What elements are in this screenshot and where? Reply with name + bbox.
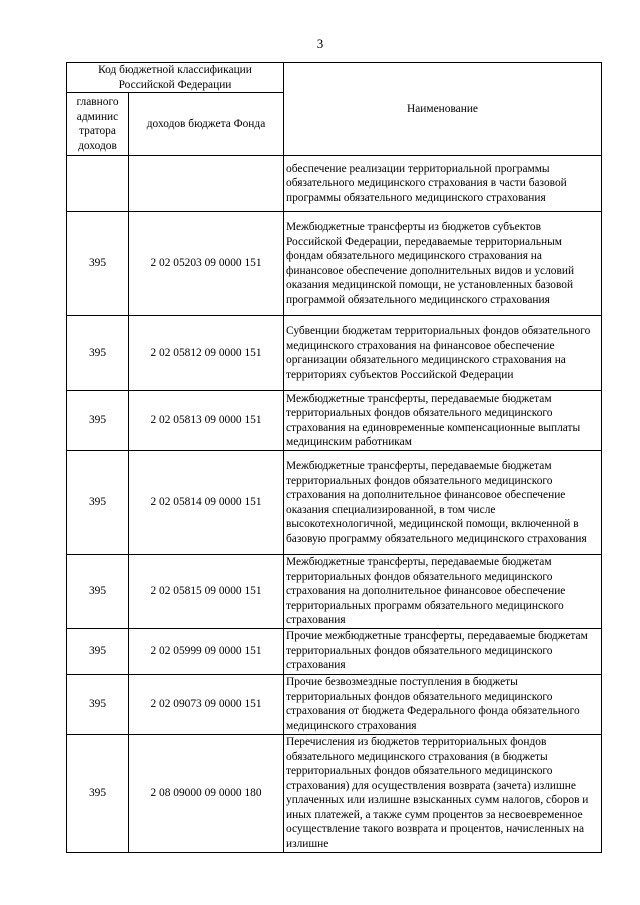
- admin-code-cell: 395: [67, 734, 129, 852]
- admin-code-cell: [67, 156, 129, 212]
- name-cell: Межбюджетные трансферты, передаваемые бюджетам территориальных фондов обязательного медицинского страхования на дополнительное финансовое обеспечение территориальных программ обязательного медицинского страхования: [284, 555, 602, 629]
- table-row: [67, 316, 602, 391]
- admin-code-cell: 395: [67, 316, 129, 391]
- page-number: 3: [316, 36, 324, 51]
- table-row: [67, 156, 602, 212]
- header-income-code: доходов бюджета Фонда: [129, 93, 284, 156]
- admin-code-cell: 395: [67, 674, 129, 734]
- name-cell: обеспечение реализации территориальной программы обязательного медицинского страхования в части базовой программы обязательного медицинского страхования: [284, 156, 602, 212]
- income-code-cell: [129, 156, 284, 212]
- income-code-cell: 2 02 05812 09 0000 151: [129, 316, 284, 391]
- admin-code-cell: 395: [67, 628, 129, 674]
- table-row: [67, 391, 602, 451]
- income-code-cell: 2 02 05203 09 0000 151: [129, 212, 284, 316]
- table-row: [67, 555, 602, 629]
- name-cell: Межбюджетные трансферты из бюджетов субъектов Российской Федерации, передаваемые территориальным фондам обязательного медицинского страхования на финансовое обеспечение дополнительных видов и условий оказания медицинской помощи, не установленных базовой программой обязательного медицинского страхования: [284, 212, 602, 316]
- header-classification-code: Код бюджетной классификации Российской Федерации: [67, 63, 284, 93]
- admin-code-cell: 395: [67, 555, 129, 629]
- header-admin-code: главного админис тратора доходов: [67, 93, 129, 156]
- table-row: [67, 451, 602, 555]
- income-code-cell: 2 02 05814 09 0000 151: [129, 451, 284, 555]
- name-cell: Субвенции бюджетам территориальных фондов обязательного медицинского страхования на финансовое обеспечение организации обязательного медицинского страхования на территориях субъектов Российской Федерации: [284, 316, 602, 391]
- income-code-cell: 2 02 09073 09 0000 151: [129, 674, 284, 734]
- table-row: [67, 734, 602, 852]
- budget-classification-table: [66, 62, 602, 853]
- name-cell: Прочие межбюджетные трансферты, передаваемые бюджетам территориальных фондов обязательного медицинского страхования: [284, 628, 602, 674]
- table-row: [67, 628, 602, 674]
- name-cell: Межбюджетные трансферты, передаваемые бюджетам территориальных фондов обязательного медицинского страхования на дополнительное финансовое обеспечение оказания специализированной, в том числе высокотехнологичной, медицинской помощи, включенной в базовую программу обязательного медицинского страхования: [284, 451, 602, 555]
- admin-code-cell: 395: [67, 212, 129, 316]
- table-row: [67, 674, 602, 734]
- table-row: [67, 212, 602, 316]
- income-code-cell: 2 08 09000 09 0000 180: [129, 734, 284, 852]
- income-code-cell: 2 02 05815 09 0000 151: [129, 555, 284, 629]
- income-code-cell: 2 02 05813 09 0000 151: [129, 391, 284, 451]
- name-cell: Перечисления из бюджетов территориальных фондов обязательного медицинского страхования (в бюджеты территориальных фондов обязательного медицинского страхования) для осуществления возврата (зачета) излишне уплаченных или излишне взысканных сумм налогов, сборов и иных платежей, а также сумм процентов за несвоевременное осуществление такого возврата и процентов, начисленных на излишне: [284, 734, 602, 852]
- table-body: [67, 156, 602, 853]
- admin-code-cell: 395: [67, 451, 129, 555]
- header-name: Наименование: [284, 63, 602, 156]
- admin-code-cell: 395: [67, 391, 129, 451]
- name-cell: Межбюджетные трансферты, передаваемые бюджетам территориальных фондов обязательного медицинского страхования на единовременные компенсационные выплаты медицинским работникам: [284, 391, 602, 451]
- income-code-cell: 2 02 05999 09 0000 151: [129, 628, 284, 674]
- name-cell: Прочие безвозмездные поступления в бюджеты территориальных фондов обязательного медицинского страхования от бюджета Федерального фонда обязательного медицинского страхования: [284, 674, 602, 734]
